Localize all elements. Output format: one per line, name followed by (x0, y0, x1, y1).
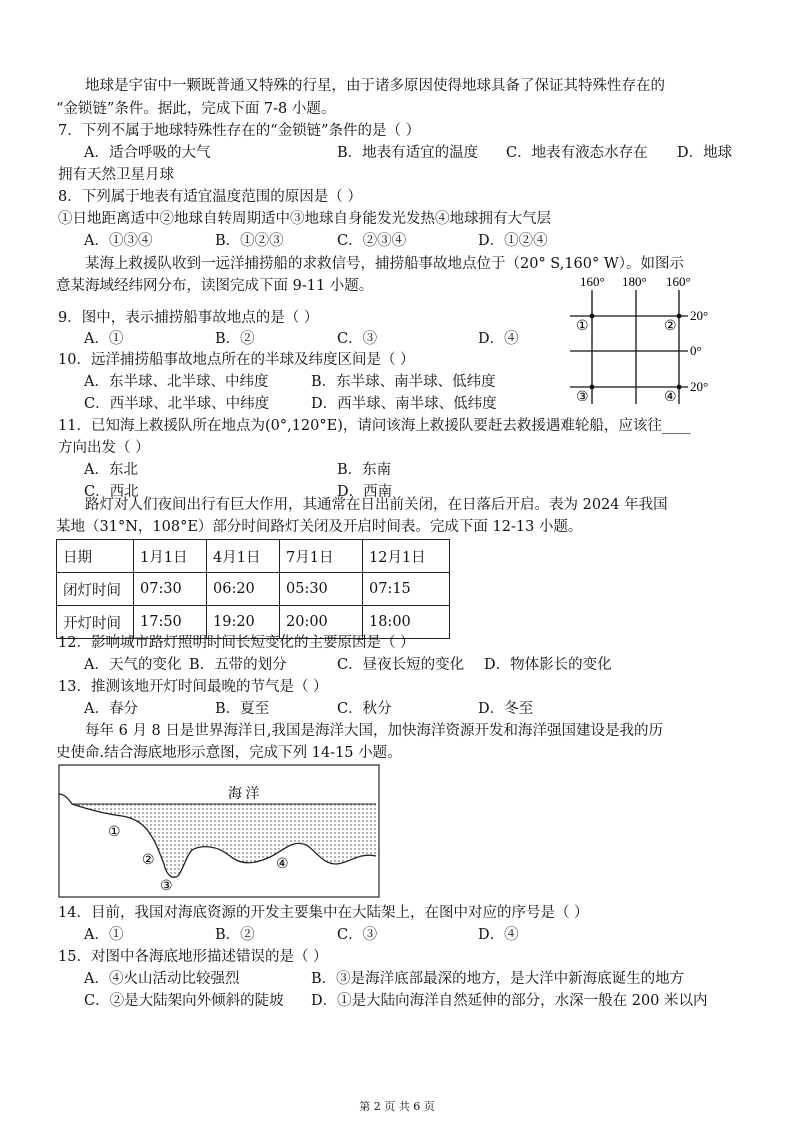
q15-option-b[interactable]: B．③是海洋底部最深的地方，是大洋中新海底诞生的地方 (311, 971, 685, 987)
q14-option-d[interactable]: D．④ (478, 927, 519, 943)
point-1-dot (590, 314, 595, 319)
lat-label-top: 20° (690, 308, 709, 323)
q14-option-b[interactable]: B．② (215, 927, 255, 943)
q8-items: ①日地距离适中②地球自转周期适中③地球自身能发光发热④地球拥有大气层 (58, 211, 551, 227)
lon-label-left: 160° (580, 274, 605, 289)
page-footer: 第 2 页 共 6 页 (359, 1100, 435, 1113)
q7-option-d-cont: 拥有天然卫星月球 (58, 167, 174, 183)
seafloor-point-1: ① (108, 825, 121, 840)
table-header-cell: 1月1日 (134, 540, 207, 573)
q8-option-a[interactable]: A．①③④ (84, 233, 153, 249)
table-cell: 20:00 (280, 606, 363, 639)
table-header-cell: 4月1日 (207, 540, 280, 573)
table-cell: 07:30 (134, 573, 207, 606)
q11-stem-cont: 方向出发（ ） (58, 440, 150, 456)
table-cell: 19:20 (207, 606, 280, 639)
q15-option-d[interactable]: D．①是大陆向海洋自然延伸的部分，水深一般在 200 米以内 (311, 993, 708, 1009)
q11-option-c[interactable]: C．西北 (84, 484, 139, 500)
point-2-dot (677, 314, 682, 319)
seafloor-profile-figure (58, 764, 380, 898)
q14-option-c[interactable]: C．③ (337, 927, 378, 943)
q9-option-a[interactable]: A．① (84, 331, 124, 347)
q11-option-a[interactable]: A．东北 (84, 462, 138, 478)
q8-option-b[interactable]: B．①②③ (215, 233, 284, 249)
point-4-dot (677, 385, 682, 390)
q8-option-d[interactable]: D．①②④ (478, 233, 548, 249)
q13-option-b[interactable]: B．夏至 (215, 701, 270, 717)
q11-stem: 11．已知海上救援队所在地点为(0°,120°E)，请问该海上救援队要赶去救援遇难轮船，应该往____ (58, 418, 691, 434)
lamp-time-table (56, 539, 450, 639)
table-cell: 18:00 (363, 606, 450, 639)
intro-9-11-line2: 意某海域经纬网分布，读图完成下面 9-11 小题。 (56, 278, 374, 294)
table-row (57, 573, 450, 606)
table-header-cell: 7月1日 (280, 540, 363, 573)
table-header-cell: 日期 (57, 540, 134, 573)
q12-option-b[interactable]: B．五带的划分 (189, 657, 287, 673)
q10-option-a[interactable]: A．东半球、北半球、中纬度 (84, 374, 269, 390)
point-3-label: ③ (576, 390, 589, 405)
intro-14-15-line1: 每年 6 月 8 日是世界海洋日,我国是海洋大国，加快海洋资源开发和海洋强国建设是我的历 (56, 723, 663, 739)
table-cell: 05:30 (280, 573, 363, 606)
q15-stem: 15．对图中各海底地形描述错误的是（ ） (58, 949, 328, 965)
q9-option-b[interactable]: B．② (215, 331, 255, 347)
intro-14-15-line2: 史使命.结合海底地形示意图，完成下列 14-15 小题。 (56, 745, 402, 761)
q10-option-d[interactable]: D．西半球、南半球、低纬度 (311, 396, 497, 412)
lat-lon-grid-figure (560, 272, 740, 410)
seafloor-point-4: ④ (276, 857, 289, 872)
q13-stem: 13．推测该地开灯时间最晚的节气是（ ） (58, 679, 328, 695)
point-4-label: ④ (664, 390, 677, 405)
intro-7-8-line2: “金锁链”条件。据此，完成下面 7-8 小题。 (56, 101, 336, 117)
q12-stem: 12．影响城市路灯照明时间长短变化的主要原因是（ ） (58, 635, 415, 651)
q15-option-a[interactable]: A．④火山活动比较强烈 (84, 971, 240, 987)
q7-stem: 7．下列不属于地球特殊性存在的“金锁链”条件的是（ ） (58, 123, 421, 139)
q13-option-a[interactable]: A．春分 (84, 701, 138, 717)
intro-12-13-line2: 某地（31°N，108°E）部分时间路灯关闭及开启时间表。完成下面 12-13 小题。 (56, 519, 583, 535)
lon-label-mid: 180° (622, 274, 647, 289)
q7-option-b[interactable]: B．地表有适宜的温度 (337, 145, 479, 161)
point-3-dot (590, 385, 595, 390)
q10-option-c[interactable]: C．西半球、北半球、中纬度 (84, 396, 270, 412)
table-cell: 17:50 (134, 606, 207, 639)
intro-7-8-line1: 地球是宇宙中一颗既普通又特殊的行星，由于诸多原因使得地球具备了保证其特殊性存在的 (56, 78, 665, 94)
intro-9-11-line1: 某海上救援队收到一远洋捕捞船的求救信号，捕捞船事故地点位于（20° S,160° W）。如图示 (56, 256, 685, 272)
lon-label-right: 160° (666, 274, 691, 289)
q9-option-d[interactable]: D．④ (478, 331, 519, 347)
q13-option-d[interactable]: D．冬至 (478, 701, 534, 717)
q11-option-b[interactable]: B．东南 (337, 462, 392, 478)
q10-stem: 10．远洋捕捞船事故地点所在的半球及纬度区间是（ ） (58, 352, 415, 368)
q13-option-c[interactable]: C．秋分 (337, 701, 392, 717)
q7-option-d[interactable]: D．地球 (677, 145, 733, 161)
table-cell: 闭灯时间 (57, 573, 134, 606)
seafloor-point-3: ③ (160, 879, 173, 894)
q8-option-c[interactable]: C．②③④ (337, 233, 407, 249)
table-header-cell: 12月1日 (363, 540, 450, 573)
q12-option-c[interactable]: C．昼夜长短的变化 (337, 657, 465, 673)
q7-option-c[interactable]: C．地表有液态水存在 (506, 145, 648, 161)
q9-stem: 9．图中，表示捕捞船事故地点的是（ ） (58, 310, 319, 326)
table-cell: 07:15 (363, 573, 450, 606)
seafloor-point-2: ② (142, 853, 155, 868)
q12-option-a[interactable]: A．天气的变化 (84, 657, 182, 673)
lat-label-equator: 0° (690, 343, 702, 358)
q14-stem: 14．目前，我国对海底资源的开发主要集中在大陆架上，在图中对应的序号是（ ） (58, 905, 589, 921)
ocean-label: 海 洋 (228, 787, 260, 802)
q14-option-a[interactable]: A．① (84, 927, 124, 943)
q10-option-b[interactable]: B．东半球、南半球、低纬度 (311, 374, 496, 390)
q15-option-c[interactable]: C．②是大陆架向外倾斜的陡坡 (84, 993, 284, 1009)
q7-option-a[interactable]: A．适合呼吸的大气 (84, 145, 211, 161)
lat-label-bottom: 20° (690, 379, 709, 394)
table-header-row (57, 540, 450, 573)
point-2-label: ② (664, 319, 677, 334)
table-cell: 06:20 (207, 573, 280, 606)
q11-option-d[interactable]: D．西南 (337, 484, 393, 500)
intro-12-13-line1: 路灯对人们夜间出行有巨大作用，其通常在日出前关闭，在日落后开启。表为 2024 年我国 (56, 497, 668, 513)
q8-stem: 8．下列属于地表有适宜温度范围的原因是（ ） (58, 189, 362, 205)
q12-option-d[interactable]: D．物体影长的变化 (484, 657, 612, 673)
point-1-label: ① (576, 319, 589, 334)
table-cell: 开灯时间 (57, 606, 134, 639)
q9-option-c[interactable]: C．③ (337, 331, 378, 347)
